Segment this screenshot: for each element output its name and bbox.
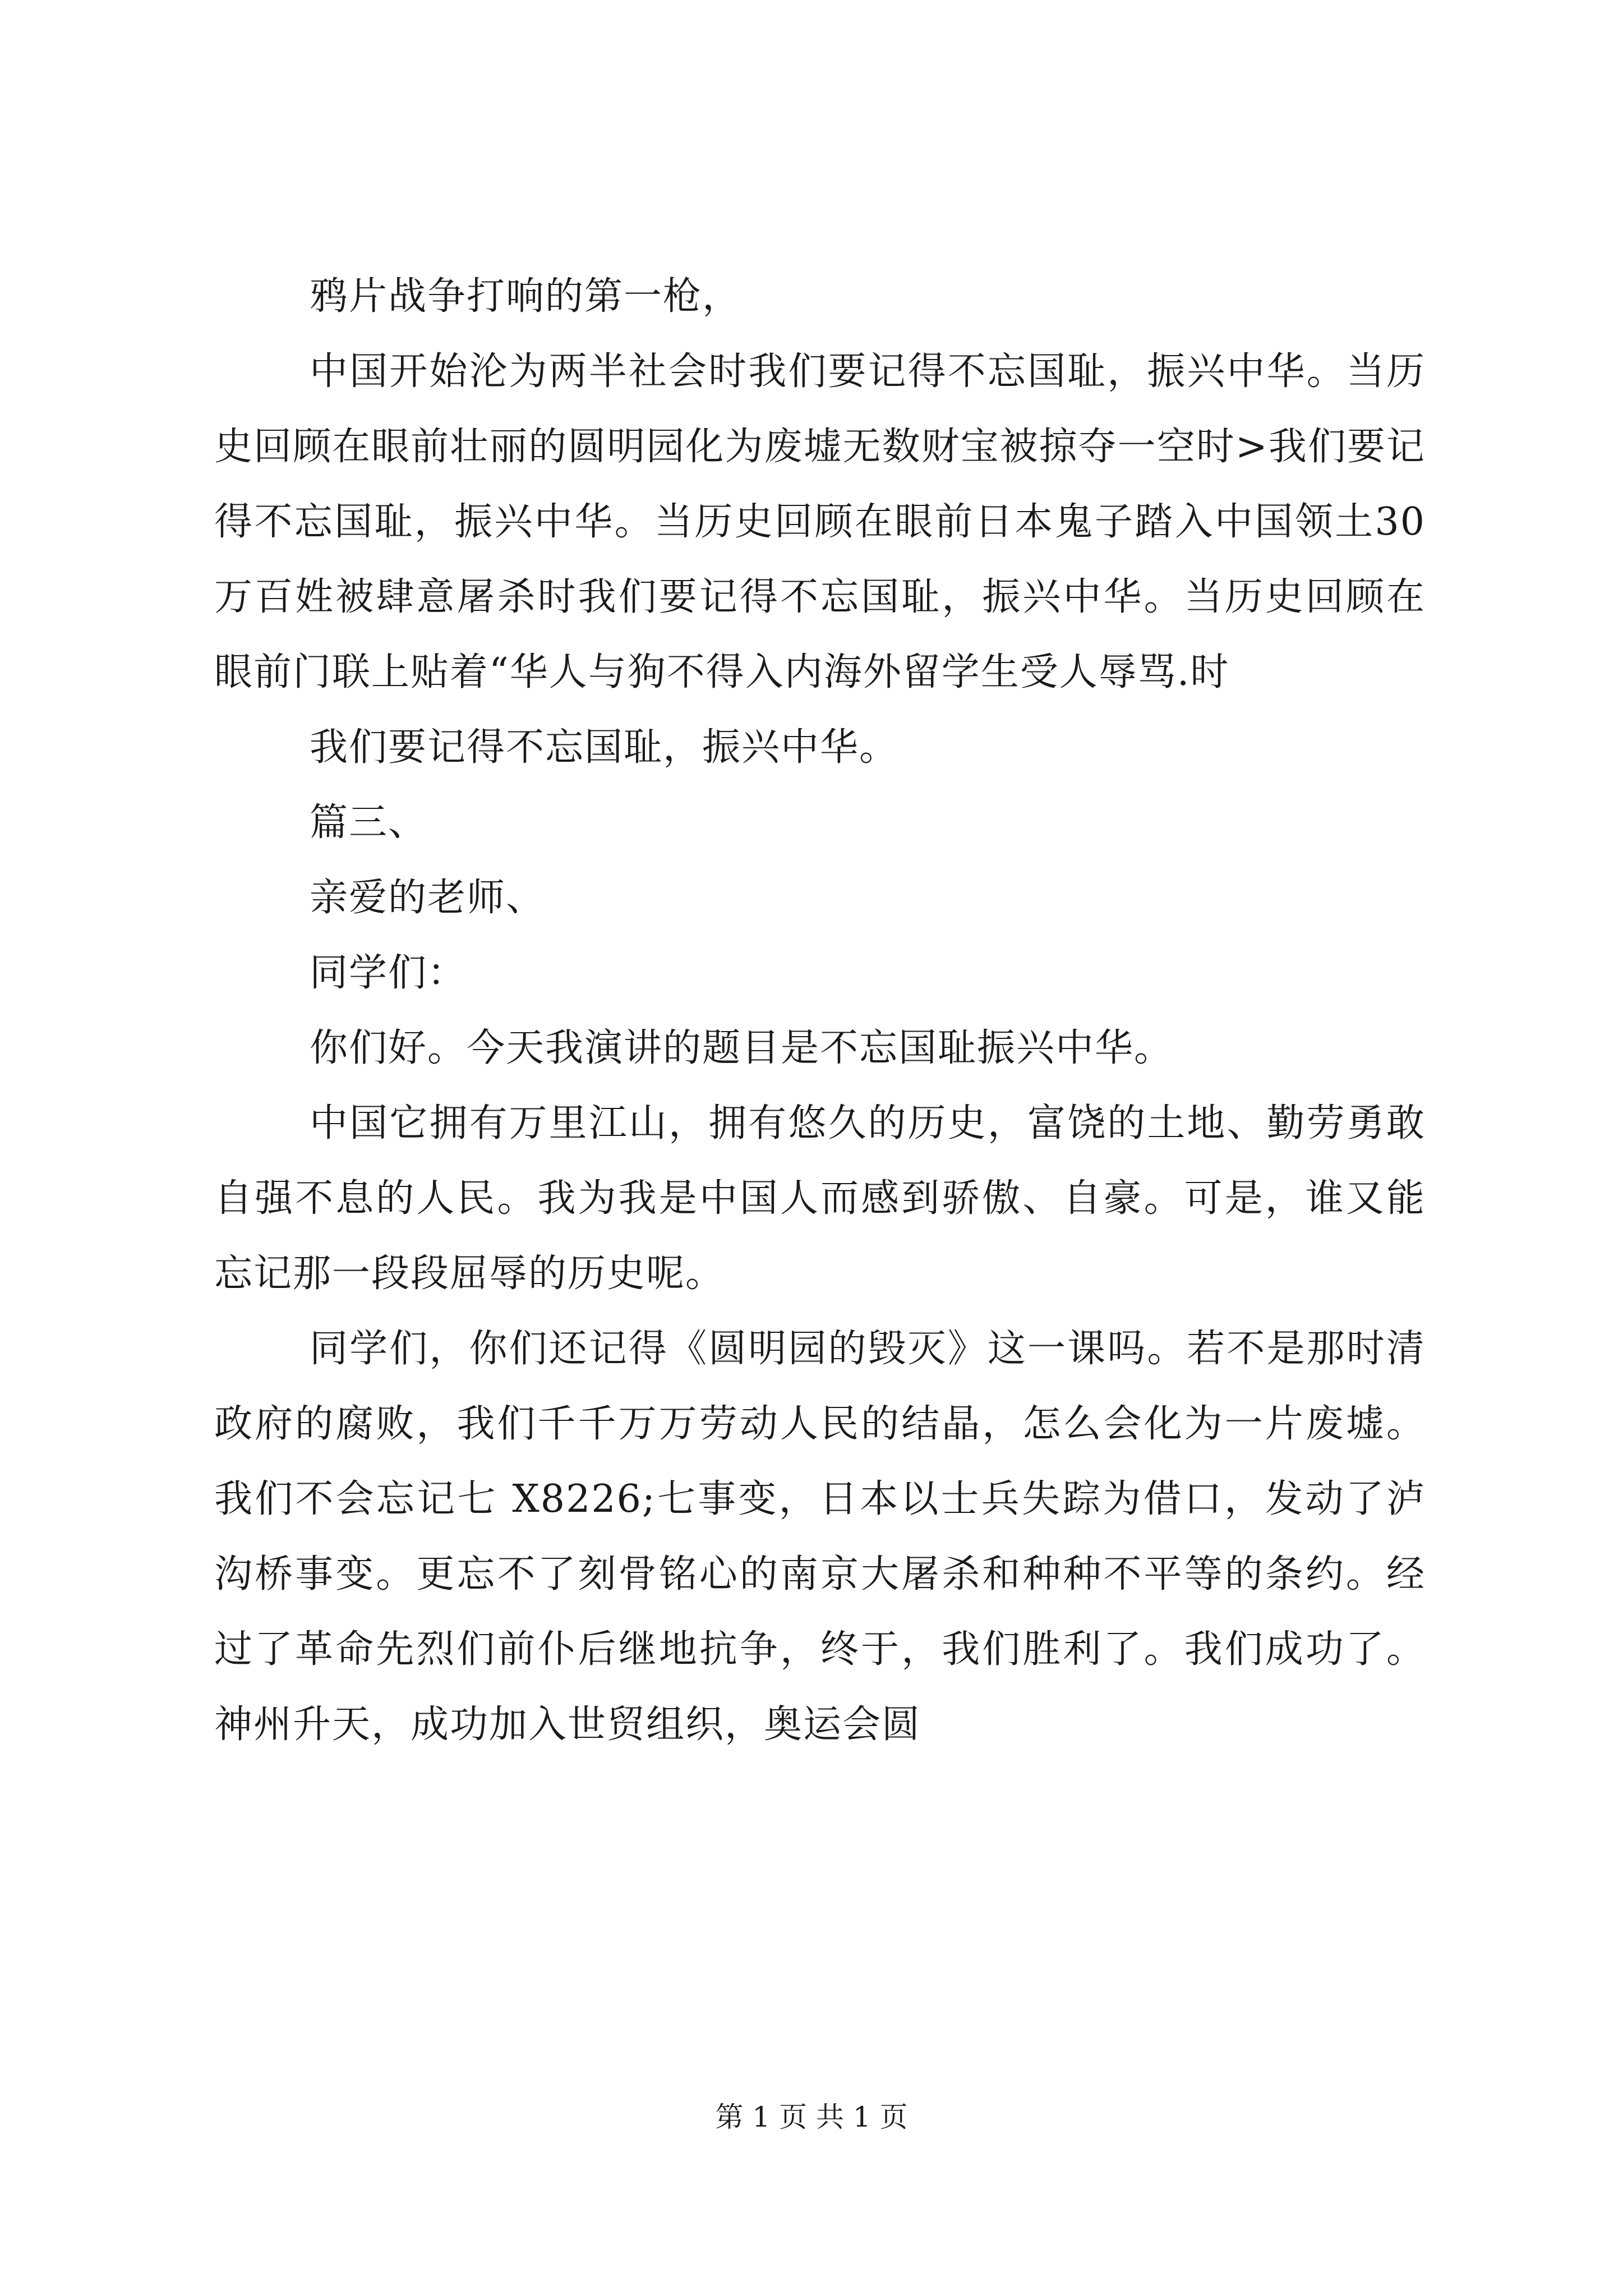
paragraph: 你们好。今天我演讲的题目是不忘国耻振兴中华。 — [310, 1026, 1174, 1070]
paragraph: 鸦片战争打响的第一枪， — [310, 274, 742, 319]
salutation: 亲爱的老师、 — [310, 876, 546, 920]
paragraph: 中国开始沦为两半社会时我们要记得不忘国耻，振兴中华。当历史回顾在眼前壮丽的圆明园化为废墟无数财宝被掠夺一空时>我们要记得不忘国耻，振兴中华。当历史回顾在眼前日本鬼子踏入中国领土30万百姓被肆意屠杀时我们要记得不忘国耻，振兴中华。当历史回顾在眼前门联上贴着“华人与狗不得入内海外留学生受人辱骂.时 — [214, 349, 1426, 694]
paragraph: 我们要记得不忘国耻，振兴中华。 — [310, 725, 899, 770]
page-number-footer: 第 1 页 共 1 页 — [715, 2101, 908, 2133]
salutation: 同学们： — [310, 951, 467, 995]
section-heading: 篇三、 — [310, 800, 428, 845]
paragraph: 同学们，你们还记得《圆明园的毁灭》这一课吗。若不是那时清政府的腐败，我们千千万万劳动人民的结晶，怎么会化为一片废墟。我们不会忘记七 X8226;七事变，日本以士兵失踪为借口，发动了泸沟桥事变。更忘不了刻骨铭心的南京大屠杀和种种不平等的条约。经过了革命先烈们前仆后继地抗争，终于，我们胜利了。我们成功了。神州升天，成功加入世贸组织，奥运会圆 — [214, 1327, 1426, 1747]
paragraph: 中国它拥有万里江山，拥有悠久的历史，富饶的土地、勤劳勇敢自强不息的人民。我为我是中国人而感到骄傲、自豪。可是，谁又能忘记那一段段屈辱的历史呢。 — [214, 1101, 1426, 1296]
document-body — [214, 259, 1426, 1763]
